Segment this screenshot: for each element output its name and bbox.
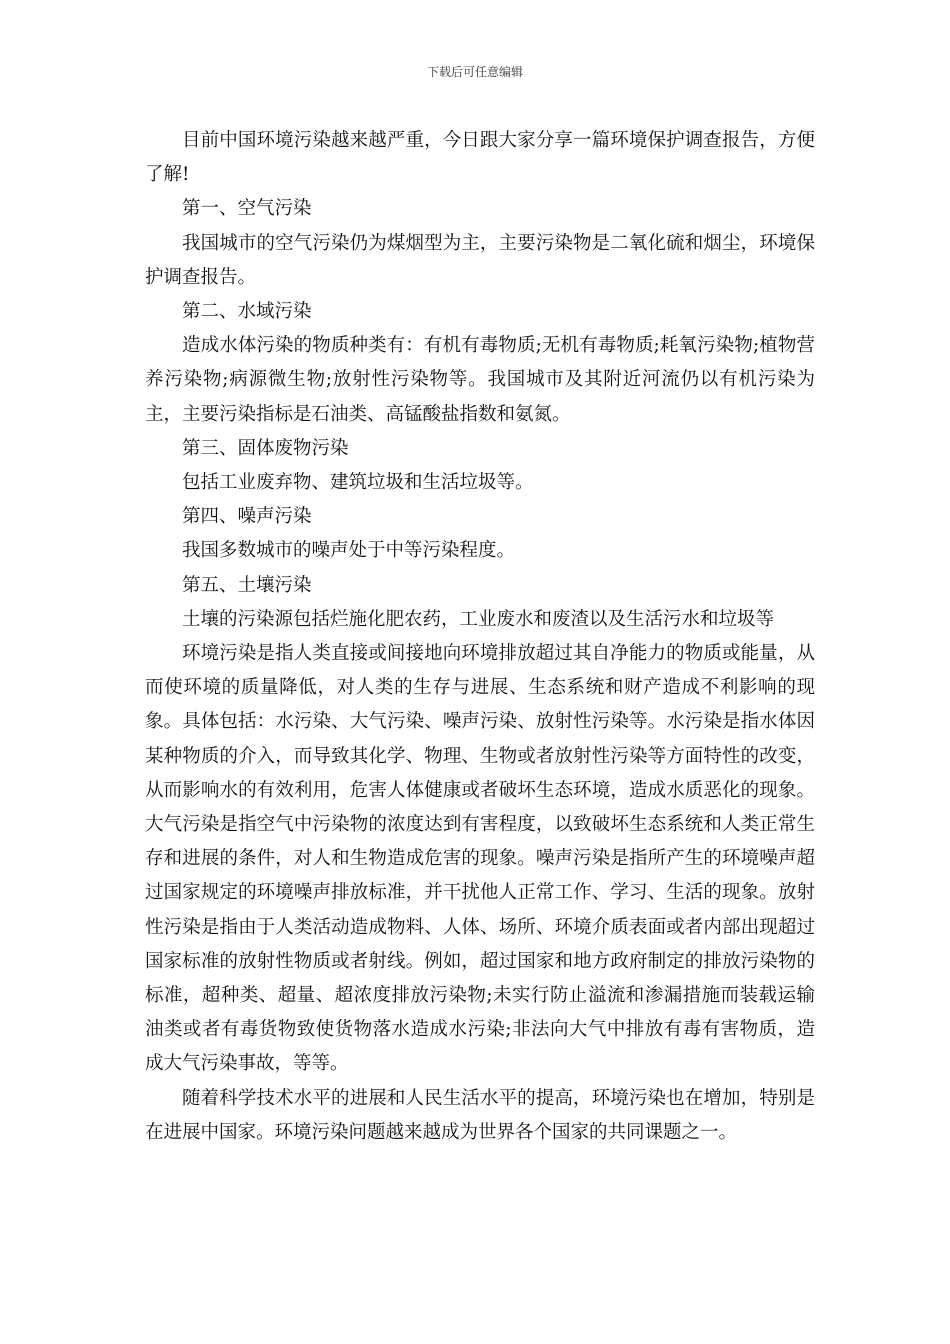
paragraph-air-pollution: 我国城市的空气污染仍为煤烟型为主，主要污染物是二氧化硫和烟尘，环境保护调查报告。	[145, 232, 815, 288]
paragraph-noise-pollution: 我国多数城市的噪声处于中等污染程度。	[182, 540, 516, 562]
heading-soil-pollution: 第五、土壤污染	[182, 574, 312, 596]
heading-water-pollution: 第二、水域污染	[182, 301, 312, 323]
paragraph-solid-waste: 包括工业废弃物、建筑垃圾和生活垃圾等。	[182, 472, 534, 494]
document-body	[145, 124, 815, 1150]
paragraph-soil-pollution: 土壤的污染源包括烂施化肥农药，工业废水和废渣以及生活污水和垃圾等	[182, 608, 775, 630]
paragraph-conclusion: 随着科学技术水平的进展和人民生活水平的提高，环境污染也在增加，特别是在进展中国家。环境污染问题越来越成为世界各个国家的共同课题之一。	[145, 1087, 815, 1143]
page-header: 下载后可任意编辑	[426, 65, 523, 79]
paragraph-definition: 环境污染是指人类直接或间接地向环境排放超过其自净能力的物质或能量，从而使环境的质量降低，对人类的生存与进展、生态系统和财产造成不利影响的现象。具体包括：水污染、大气污染、噪声污染、放射性污染等。水污染是指水体因某种物质的介入，而导致其化学、物理、生物或者放射性污染等方面特性的改变，从而影响水的有效利用，危害人体健康或者破坏生态环境，造成水质恶化的现象。大气污染是指空气中污染物的浓度达到有害程度，以致破坏生态系统和人类正常生存和进展的条件，对人和生物造成危害的现象。噪声污染是指所产生的环境噪声超过国家规定的环境噪声排放标准，并干扰他人正常工作、学习、生活的现象。放射性污染是指由于人类活动造成物料、人体、场所、环境介质表面或者内部出现超过国家标准的放射性物质或者射线。例如，超过国家和地方政府制定的排放污染物的标准，超种类、超量、超浓度排放污染物;未实行防止溢流和渗漏措施而装载运输油类或者有毒货物致使货物落水造成水污染;非法向大气中排放有毒有害物质，造成大气污染事故，等等。	[145, 643, 815, 1075]
heading-solid-waste: 第三、固体废物污染	[182, 437, 349, 459]
heading-noise-pollution: 第四、噪声污染	[182, 506, 312, 528]
heading-air-pollution: 第一、空气污染	[182, 198, 312, 220]
paragraph-water-pollution: 造成水体污染的物质种类有：有机有毒物质;无机有毒物质;耗氧污染物;植物营养污染物;病源微生物;放射性污染物等。我国城市及其附近河流仍以有机污染为主，主要污染指标是石油类、高锰酸盐指数和氨氮。	[145, 335, 815, 425]
paragraph-intro: 目前中国环境污染越来越严重，今日跟大家分享一篇环境保护调查报告，方便了解!	[145, 130, 815, 186]
